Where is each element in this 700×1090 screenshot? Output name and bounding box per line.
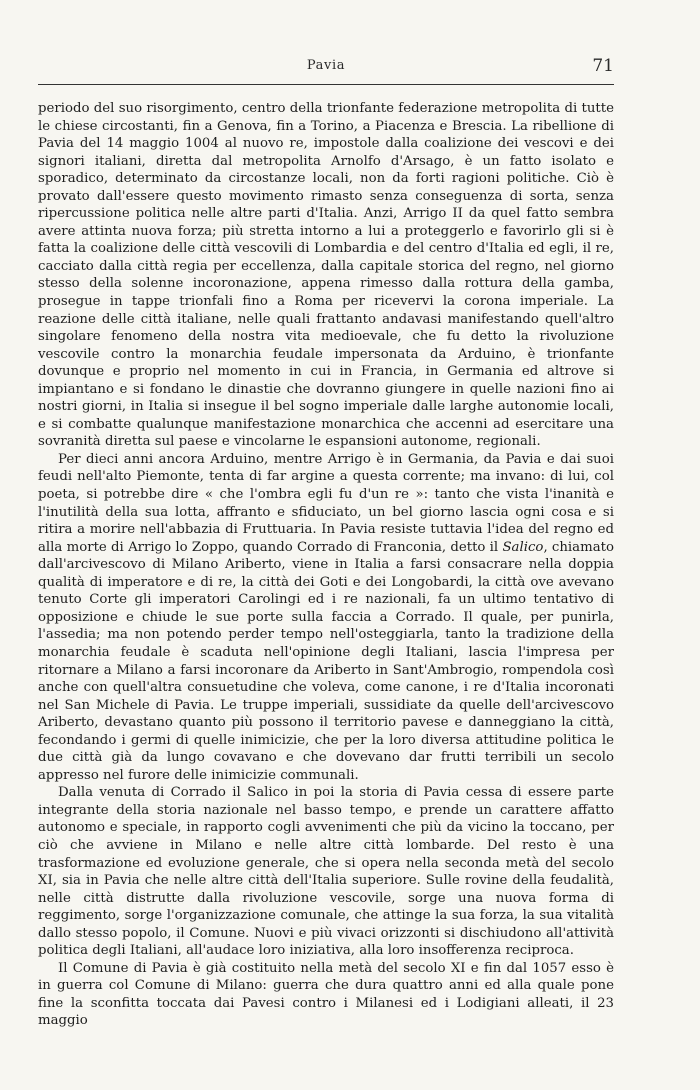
page-header — [38, 52, 614, 82]
body-text — [38, 100, 614, 1030]
paragraph-1: periodo del suo risorgimento, centro della trionfante federazione metropolita di tutte le chiese circostanti, fin a Genova, fin a Torino, a Piacenza e Brescia. La ribellione di Pavia del 14 maggio 1004 al nuovo re, impostole dalla coalizione dei vescovi e dei signori italiani, diretta dal metropolita Arnolfo d'Arsago, è un fatto isolato e sporadico, determinato da circostanze locali, non da forti ragioni politiche. Ciò è provato dall'essere questo movimento rimasto senza conseguenza di sorta, senza ripercussione politica nelle altre parti d'Italia. Anzi, Arrigo II da quel fatto sembra avere attinta nuova forza; più stretta intorno a lui a proteggerlo e favorirlo gli si è fatta la coalizione delle città vescovili di Lombardia e del centro d'Italia ed egli, il re, cacciato dalla città regia per eccellenza, dalla capitale storica del regno, nel giorno stesso della solenne incoronazione, appena rimesso dalla rottura della gamba, prosegue in tappe trionfali fino a Roma per ricevervi la corona imperiale. La reazione delle città italiane, nelle quali frattanto andavasi manifestando quell'altro singolare fenomeno della nostra vita medioevale, che fu detto la rivoluzione vescovile contro la monarchia feudale impersonata da Arduino, è trionfante dovunque e proprio nel momento in cui in Francia, in Germania ed altrove si impiantano e si fondano le dinastie che dovranno giungere in quelle nazioni fino ai nostri giorni, in Italia si insegue il bel sogno imperiale dalle larghe autonomie locali, e si combatte qualunque manifestazione monarchica che accenni ad esercitare una sovranità diretta sul paese e vincolarne le espansioni autonome, regionali. — [38, 101, 614, 450]
running-title: Pavia — [306, 58, 346, 73]
paragraph-2-italic-term: Salico — [502, 539, 544, 555]
paragraph-2-text: Per dieci anni ancora Arduino, mentre Arrigo è in Germania, da Pavia e dai suoi feudi nell'alto Piemonte, tenta di far argine a questa corrente; ma invano: di lui, col poeta, si potrebbe dire « che l'ombra egli fu d'un re »: tanto che vista l'inanità e l'inutilità della sua lotta, affranto e sfiduciato, un bel giorno lascia ogni cosa e si ritira a morire nell'abbazia di Fruttuaria. In Pavia resiste tuttavia l'idea del regno ed alla morte di Arrigo lo Zoppo, quando Corrado di Franconia, detto il — [38, 451, 614, 555]
paragraph-4: Il Comune di Pavia è già costituito nella metà del secolo XI e fin dal 1057 esso è in guerra col Comune di Milano: guerra che dura quattro anni ed alla quale pone fine la sconfitta toccata dai Pavesi contro i Milanesi ed i Lodigiani alleati, il 23 maggio — [38, 960, 614, 1029]
paragraph-2-text-after: , chiamato dall'arcivescovo di Milano Ariberto, viene in Italia a farsi consacrare nella doppia qualità di imperatore e di re, la città dei Goti e dei Longobardi, la città ove avevano tenuto Corte gli imperatori Carolingi ed i re nazionali, fa un ultimo tentativo di opposizione e chiude le sue porte sulla faccia a Corrado. Il quale, per punirla, l'assedia; ma non potendo perder tempo nell'osteggiarla, tanto la tradizione della monarchia feudale è scaduta nell'opinione degli Italiani, lascia l'impresa per ritornare a Milano a farsi incoronare da Ariberto in Sant'Ambrogio, rompendola così anche con quell'altra consuetudine che voleva, come canone, i re d'Italia incoronati nel San Michele di Pavia. Le truppe imperiali, sussidiate da quelle dell'arcivescovo Ariberto, devastano quanto più possono il territorio pavese e danneggiano la città, fecondando i germi di quelle inimicizie, che per la loro diversa attitudine politica le due città già da lungo covavano e che dovevano dar frutti terribili un secolo appresso nel furore delle inimicizie communali. — [38, 539, 614, 783]
paragraph-2 — [38, 451, 614, 784]
page-number: 71 — [592, 56, 614, 76]
paragraph-3: Dalla venuta di Corrado il Salico in poi la storia di Pavia cessa di essere parte integrante della storia nazionale nel basso tempo, e prende un carattere affatto autonomo e speciale, in rapporto cogli avvenimenti che più da vicino la toccano, per ciò che avviene in Milano e nelle altre città lombarde. Del resto è una trasformazione ed evoluzione generale, che si opera nella seconda metà del secolo XI, sia in Pavia che nelle altre città dell'Italia superiore. Sulle rovine della feudalità, nelle città distrutte dalla rivoluzione vescovile, sorge una nuova forma di reggimento, sorge l'organizzazione comunale, che attinge la sua forza, la sua vitalità dallo stesso popolo, il Comune. Nuovi e più vivaci orizzonti si dischiudono all'attività politica degli Italiani, all'audace loro iniziativa, alla loro insofferenza reciproca. — [38, 785, 614, 959]
header-rule — [38, 84, 614, 85]
